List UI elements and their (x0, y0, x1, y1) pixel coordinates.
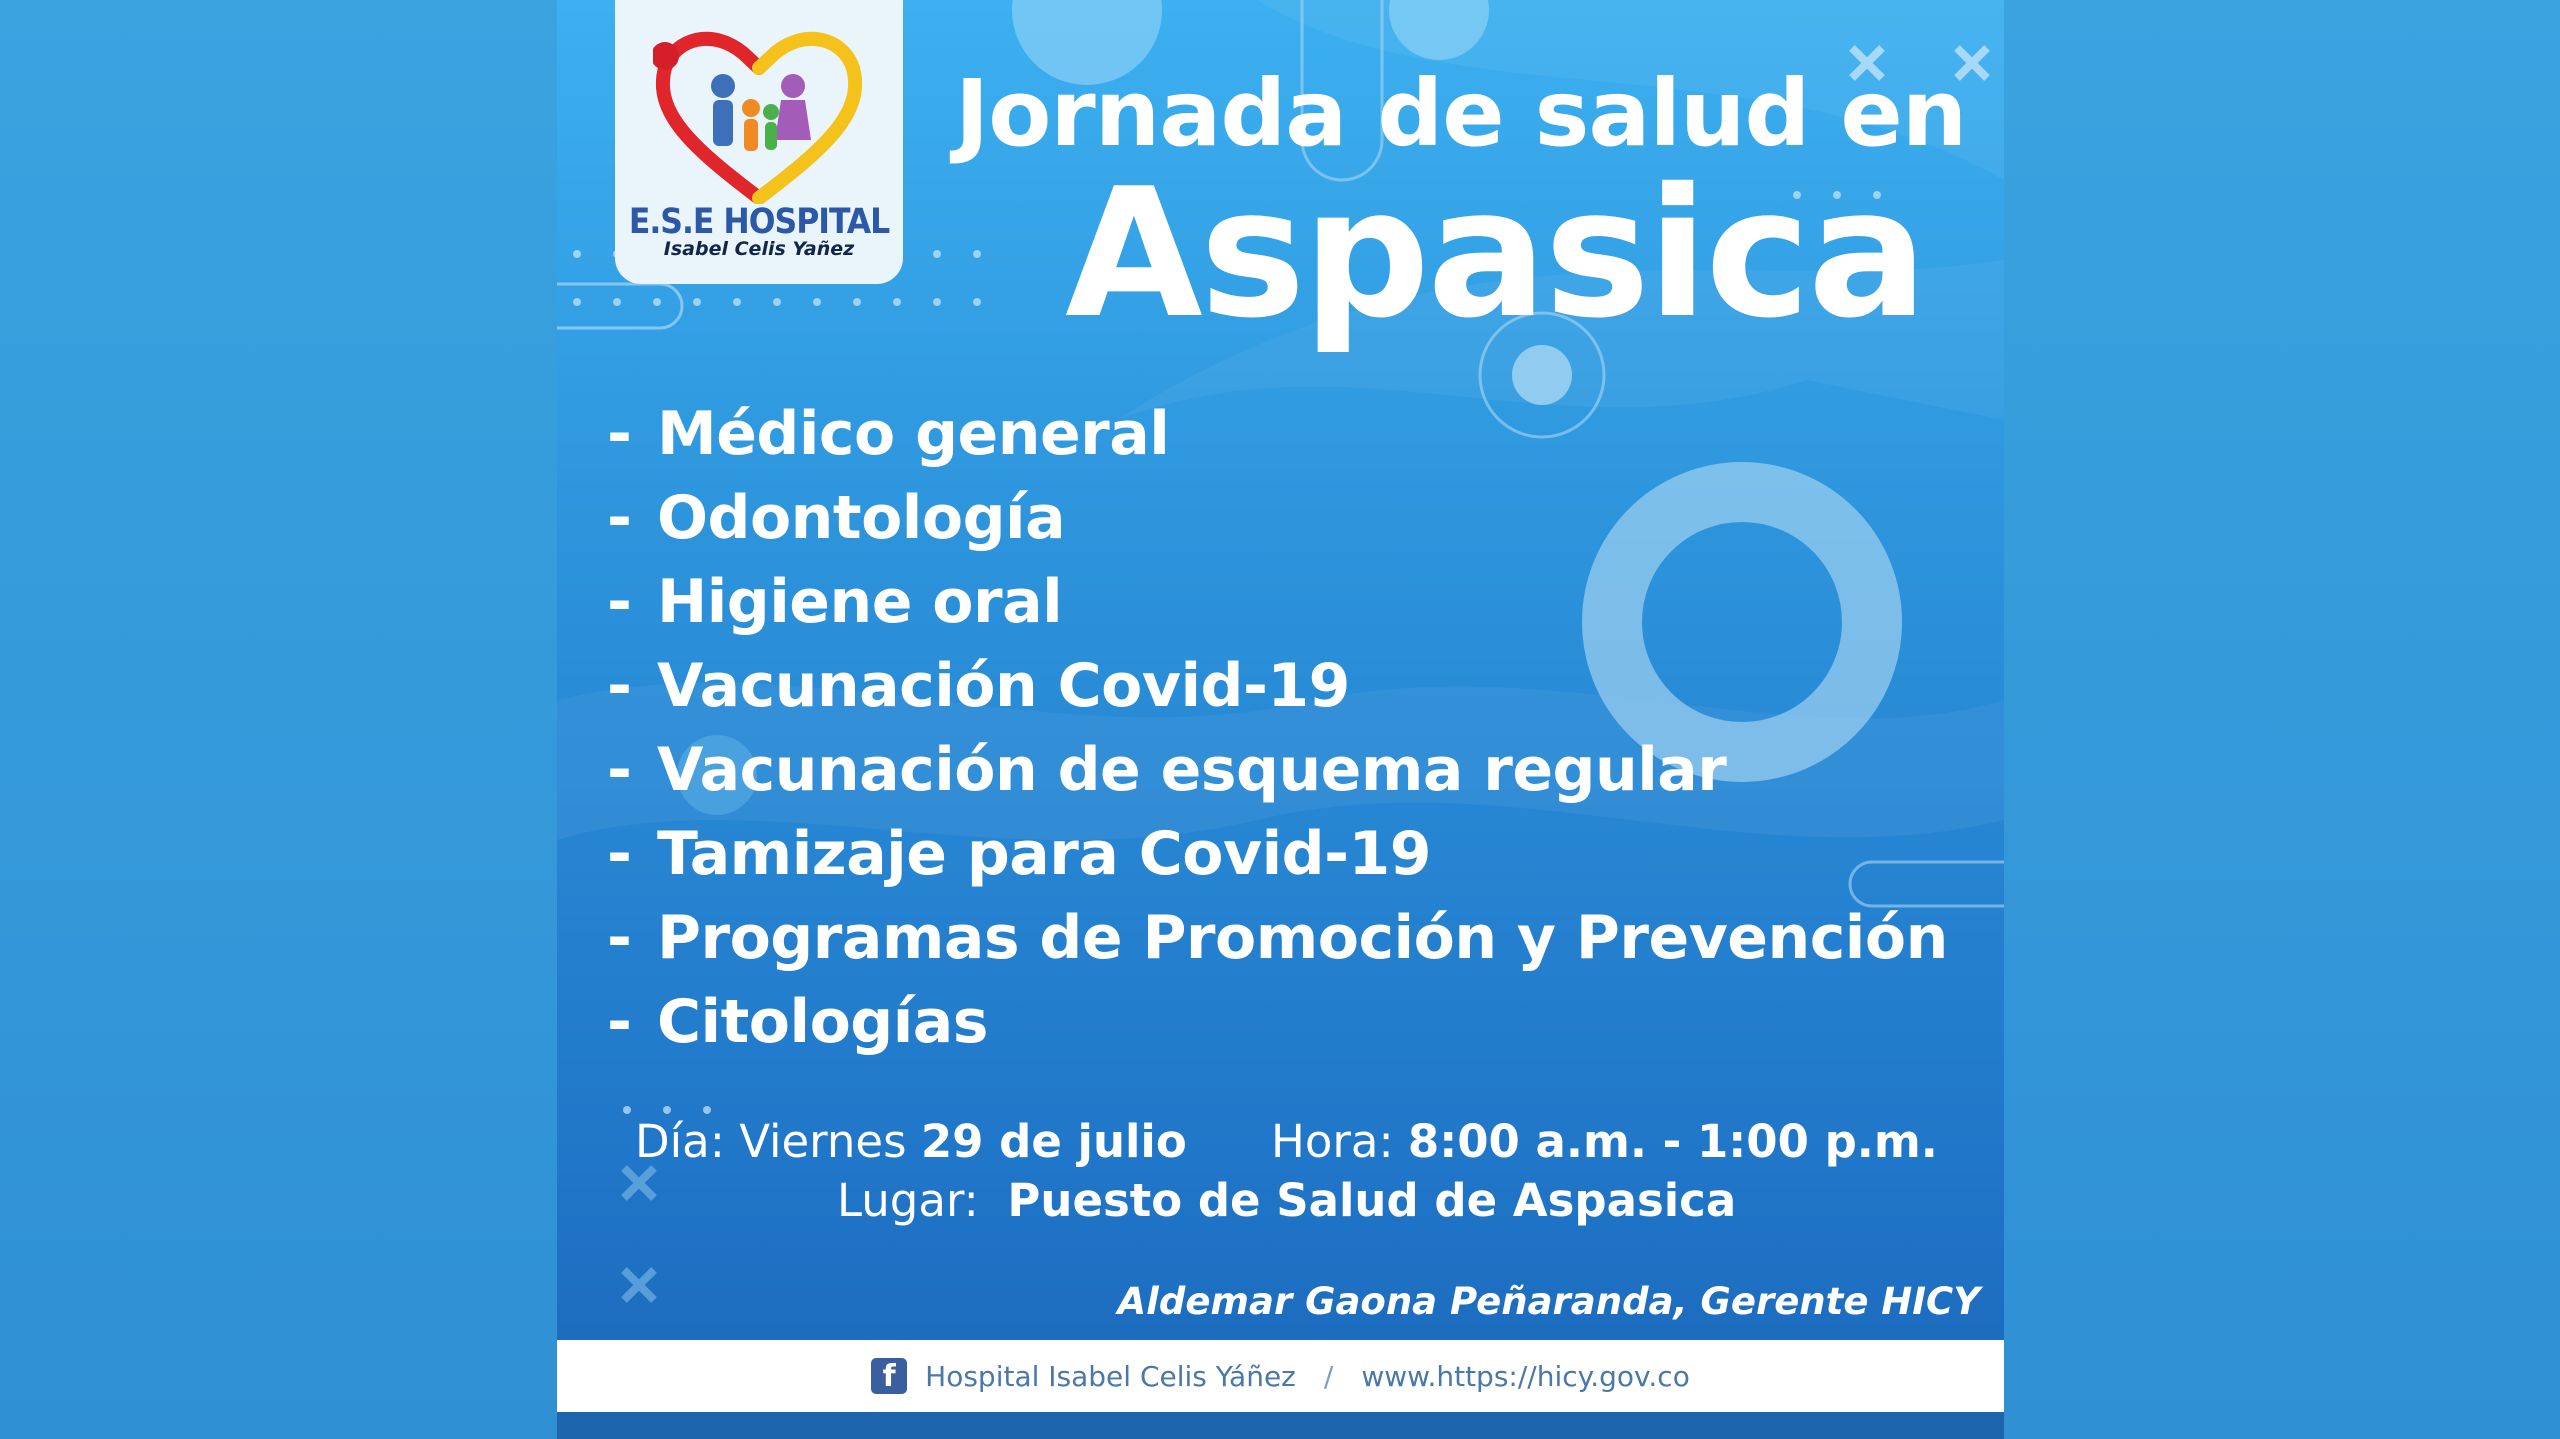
family-heart-icon (653, 28, 865, 204)
list-item: - Tamizaje para Covid-19 (607, 819, 1432, 889)
footer (557, 1340, 2004, 1412)
list-item: - Médico general (607, 399, 1170, 469)
facebook-page-link[interactable]: Hospital Isabel Celis Yáñez (925, 1359, 1296, 1393)
title-line-1: Jornada de salud en (955, 60, 1967, 167)
list-item: - Odontología (607, 483, 1066, 553)
services-list (607, 392, 1948, 1064)
poster (557, 0, 2004, 1439)
website-link[interactable]: www.https://hicy.gov.co (1361, 1359, 1690, 1393)
facebook-icon: f (871, 1358, 907, 1394)
event-day: Día: Viernes 29 de julio (635, 1115, 1187, 1168)
author-signature: Aldemar Gaona Peñaranda, Gerente HICY (1117, 1280, 1980, 1323)
event-time: Hora: 8:00 a.m. - 1:00 p.m. (1271, 1115, 1938, 1168)
hospital-subtitle: Isabel Celis Yañez (663, 238, 855, 260)
hospital-name: E.S.E HOSPITAL (628, 202, 890, 242)
hospital-logo (615, 0, 903, 284)
bottom-bar (557, 1412, 2004, 1439)
event-place: Lugar: Puesto de Salud de Aspasica (837, 1174, 1737, 1227)
list-item: - Vacunación de esquema regular (607, 735, 1727, 805)
list-item: - Programas de Promoción y Prevención (607, 903, 1948, 973)
footer-separator: / (1323, 1359, 1334, 1393)
list-item: - Citologías (607, 987, 989, 1057)
title-line-2: Aspasica (1065, 150, 1925, 357)
list-item: - Vacunación Covid-19 (607, 651, 1350, 721)
list-item: - Higiene oral (607, 567, 1063, 637)
